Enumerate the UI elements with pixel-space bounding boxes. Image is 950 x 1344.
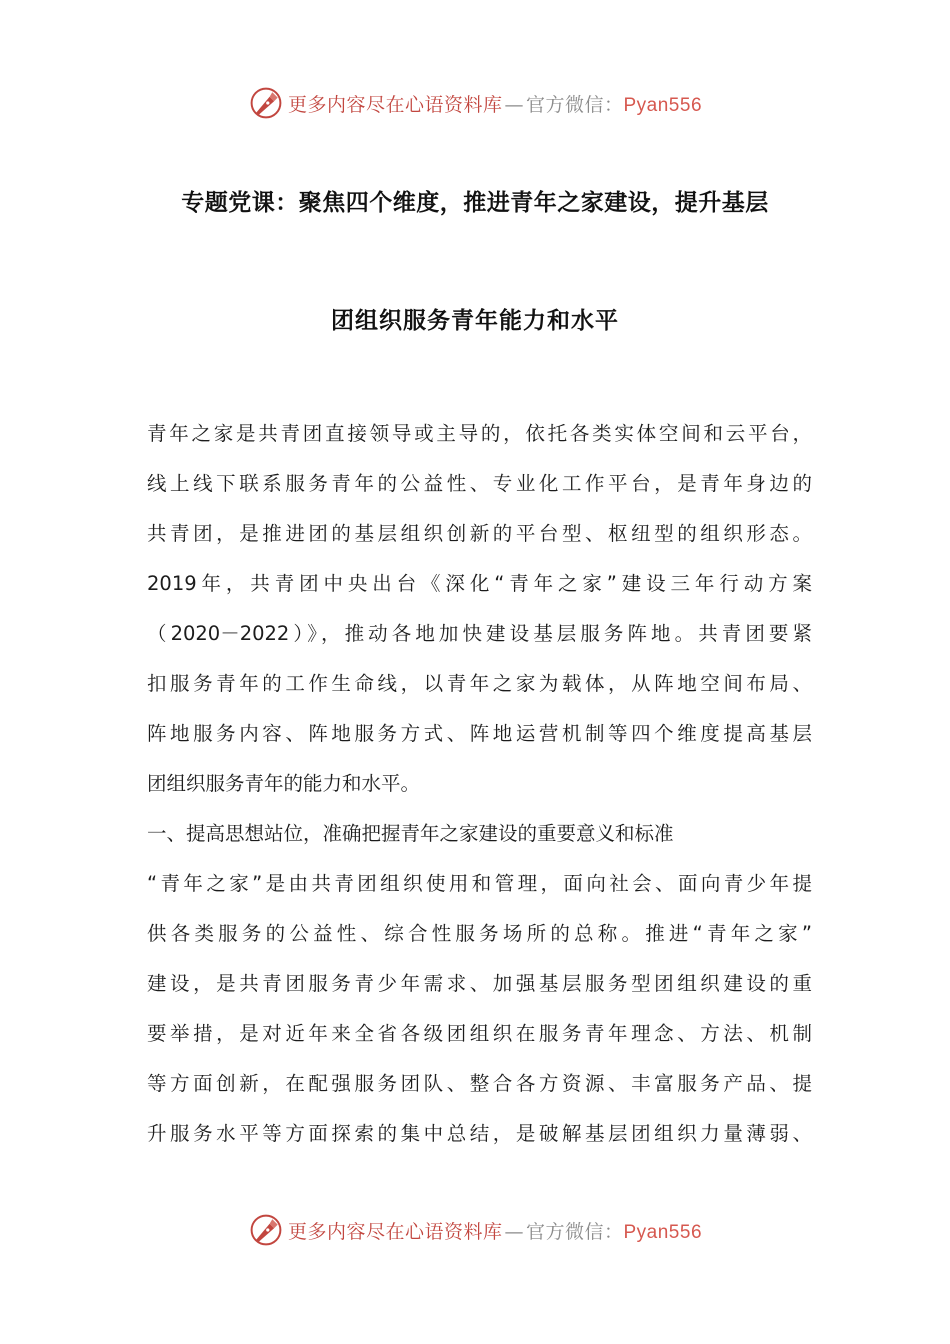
header-banner — [0, 83, 950, 123]
separator: — — [504, 93, 524, 116]
section-heading: 一、提高思想站位，准确把握青年之家建设的重要意义和标准 — [147, 822, 674, 845]
wechat-label: 官方微信： — [525, 1220, 624, 1243]
brand-text: 更多内容尽在心语资料库 — [287, 93, 503, 116]
separator: — — [504, 1220, 524, 1243]
document-title-line-1: 专题党课：聚焦四个维度，推进青年之家建设，提升基层 — [181, 190, 769, 216]
body-line: 要举措，是对近年来全省各级团组织在服务青年理念、方法、机制 — [147, 1022, 812, 1045]
body-line: 等方面创新，在配强服务团队、整合各方资源、丰富服务产品、提 — [147, 1072, 812, 1095]
body-line: 建设，是共青团服务青少年需求、加强基层服务型团组织建设的重 — [147, 972, 812, 995]
wechat-id: Pyan556 — [623, 1221, 703, 1243]
wechat-id: Pyan556 — [623, 94, 703, 116]
body-line: 供各类服务的公益性、综合性服务场所的总称。推进“青年之家” — [147, 922, 812, 945]
banner-text — [288, 1217, 702, 1244]
body-line: （2020－2022）》，推动各地加快建设基层服务阵地。共青团要紧 — [147, 622, 812, 645]
wechat-label: 官方微信： — [525, 93, 624, 116]
body-line: 扣服务青年的工作生命线，以青年之家为载体，从阵地空间布局、 — [147, 672, 812, 695]
brand-text: 更多内容尽在心语资料库 — [287, 1220, 503, 1243]
body-line: 团组织服务青年的能力和水平。 — [147, 772, 421, 795]
pen-nib-logo-icon — [248, 1212, 284, 1248]
body-line: 阵地服务内容、阵地服务方式、阵地运营机制等四个维度提高基层 — [147, 722, 812, 745]
document-title-line-2: 团组织服务青年能力和水平 — [331, 308, 619, 334]
pen-nib-logo-icon — [248, 85, 284, 121]
footer-banner — [0, 1210, 950, 1250]
body-line: 2019年，共青团中央出台《深化“青年之家”建设三年行动方案 — [147, 572, 812, 595]
banner-text — [288, 90, 702, 117]
body-line: 升服务水平等方面探索的集中总结，是破解基层团组织力量薄弱、 — [147, 1122, 812, 1145]
body-line: 青年之家是共青团直接领导或主导的，依托各类实体空间和云平台， — [147, 422, 812, 445]
body-line: 线上线下联系服务青年的公益性、专业化工作平台，是青年身边的 — [147, 472, 812, 495]
body-line: 共青团，是推进团的基层组织创新的平台型、枢纽型的组织形态。 — [147, 522, 812, 545]
body-line: “青年之家”是由共青团组织使用和管理，面向社会、面向青少年提 — [147, 872, 812, 895]
document-body — [147, 416, 812, 1166]
